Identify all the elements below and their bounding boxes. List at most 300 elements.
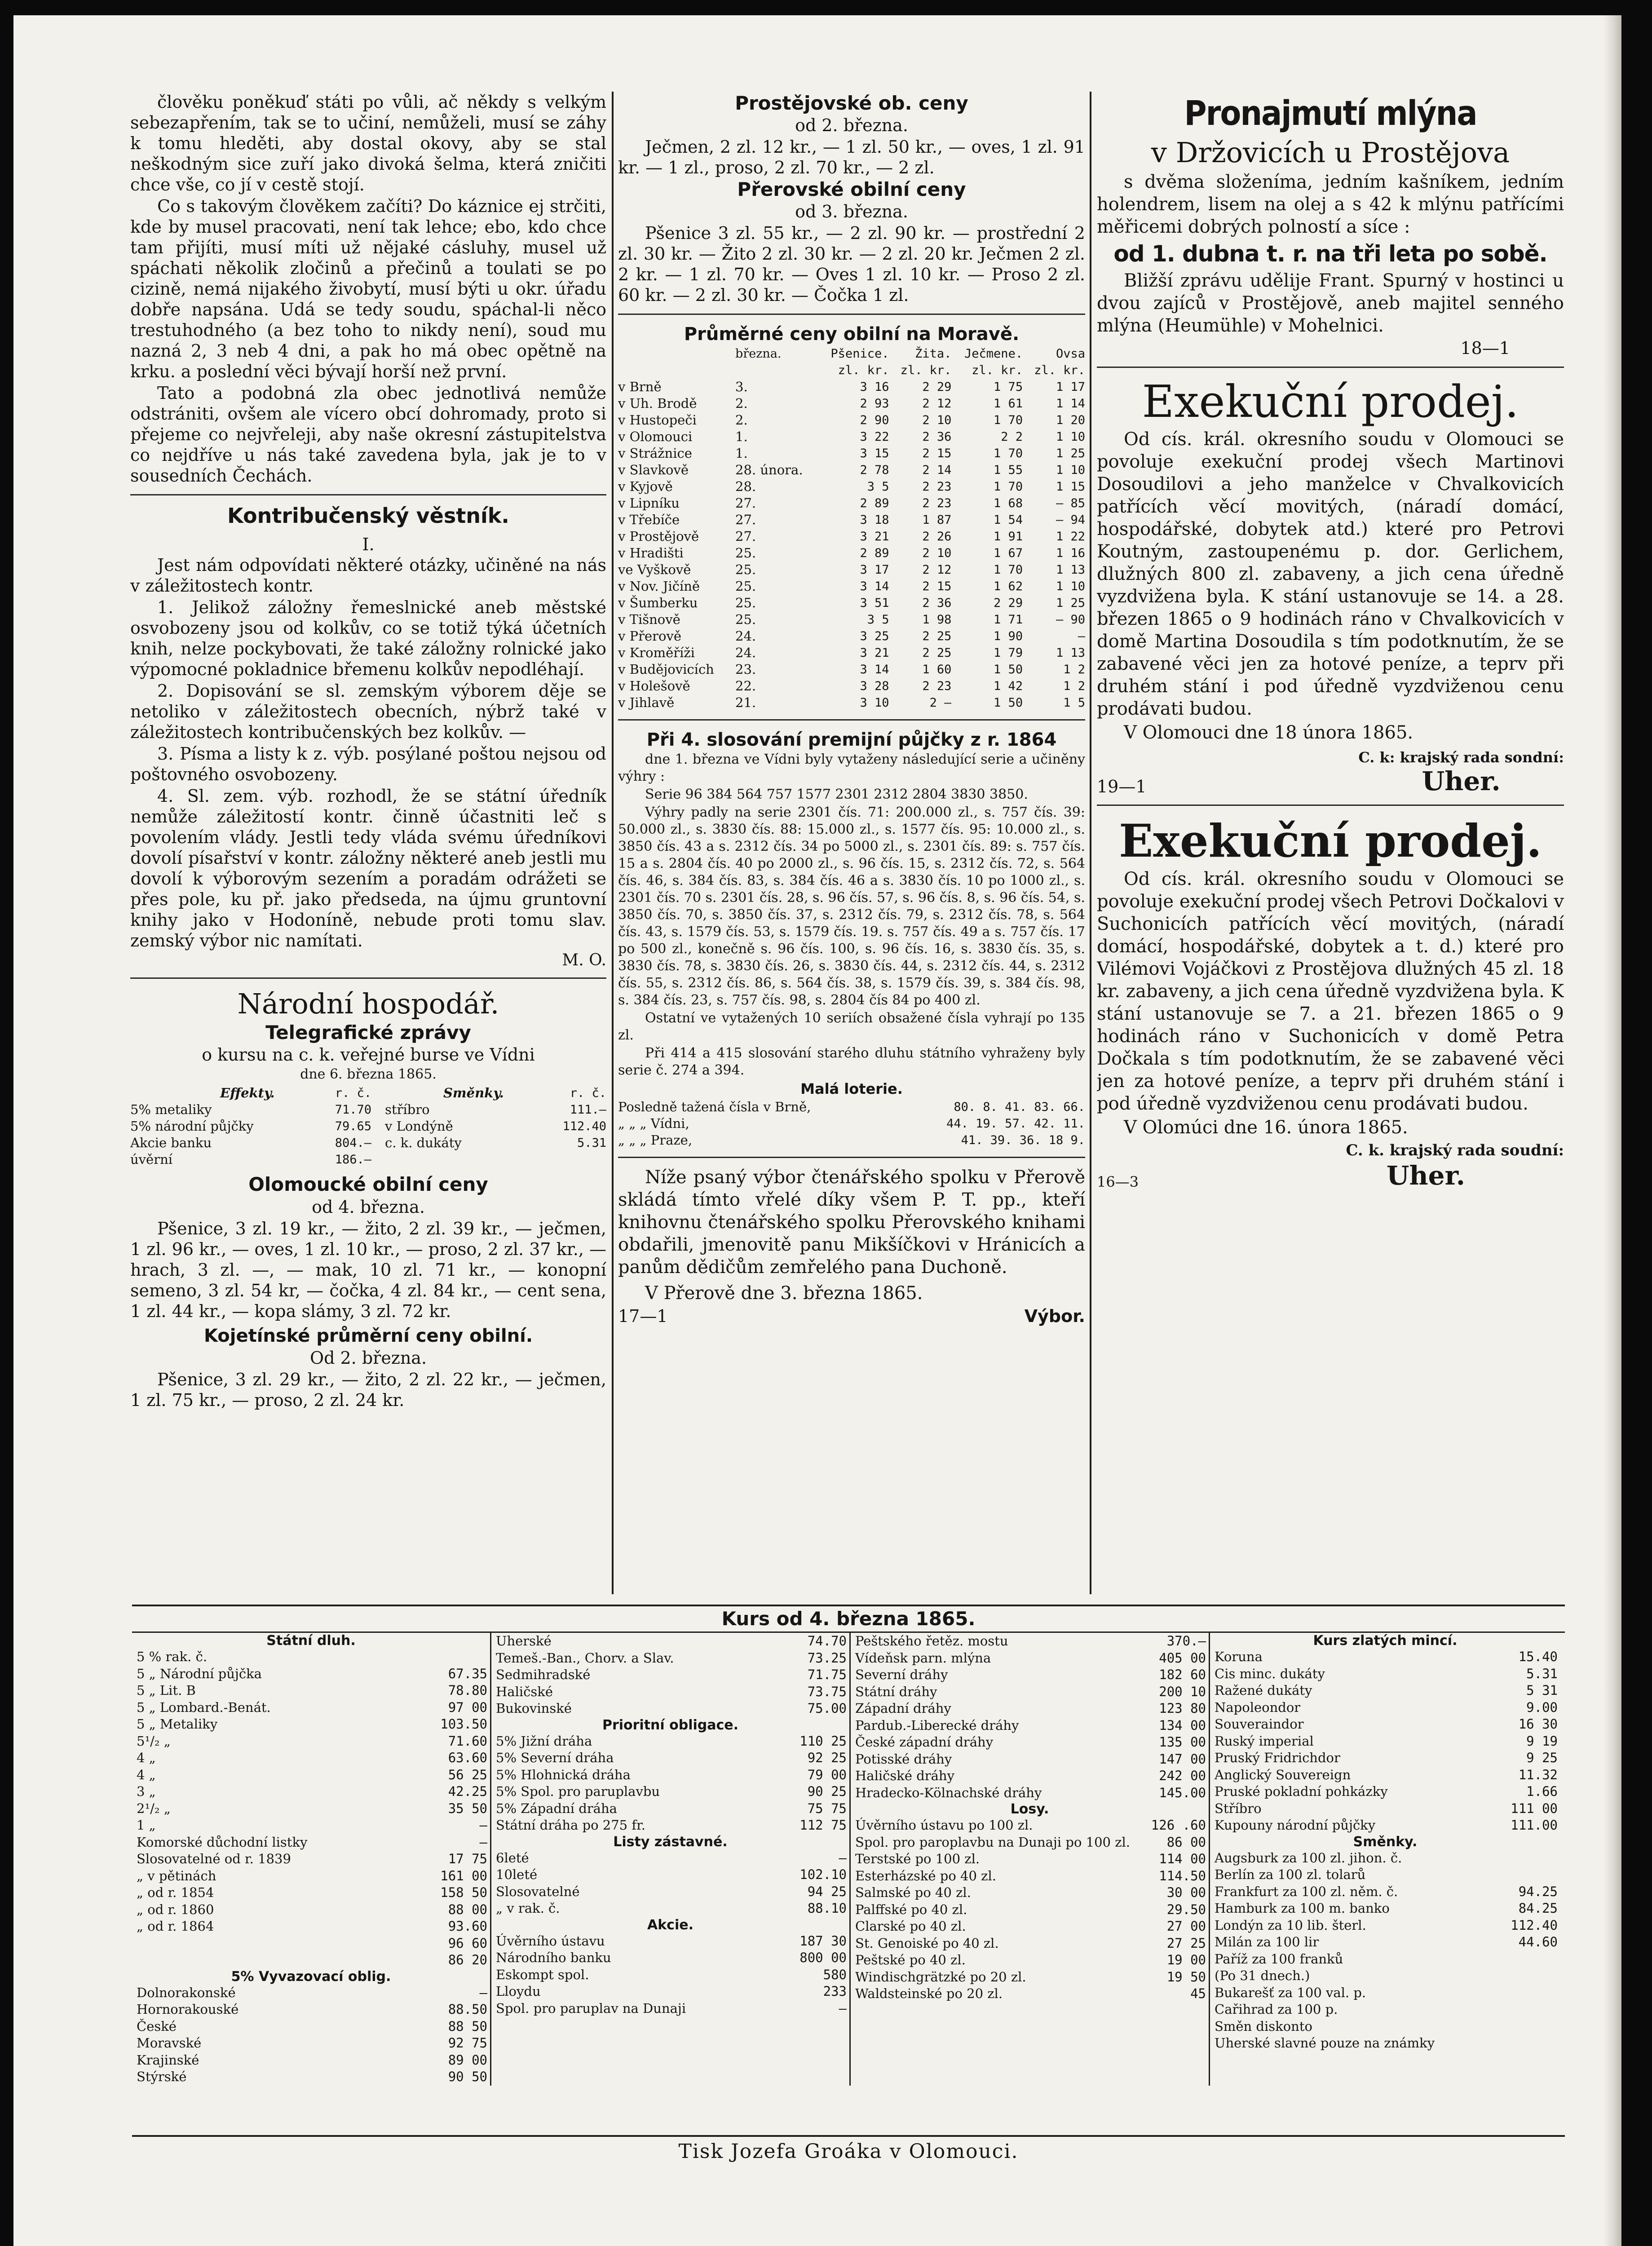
prost-title: Prostějovské ob. ceny bbox=[735, 92, 968, 114]
kurs-row bbox=[853, 1985, 1206, 2003]
kurs-item-value: 45 bbox=[1190, 1986, 1206, 2001]
prum-title: Průměrné ceny obilní na Moravě. bbox=[684, 324, 1020, 345]
kurs-item-value: 111.00 bbox=[1511, 1817, 1558, 1833]
kurs-item-name: Slosovatelné od r. 1839 bbox=[137, 1851, 291, 1866]
prum-cell: v Kroměříži bbox=[618, 645, 695, 660]
prum-cell: 1 68 bbox=[994, 496, 1023, 510]
kurs-item-value bbox=[1497, 1985, 1558, 2002]
prum-row bbox=[618, 512, 1085, 528]
prum-cell: v Šumberku bbox=[618, 595, 698, 610]
prum-row bbox=[618, 578, 1085, 595]
kurs-row bbox=[135, 1918, 487, 1935]
kurs-row bbox=[494, 1866, 847, 1883]
prum-head-cell: Pšenice. bbox=[830, 347, 889, 361]
prum-cell: 2 14 bbox=[922, 463, 952, 477]
kurs-item-name: Národního banku bbox=[496, 1950, 611, 1965]
prum-cell: 2 2 bbox=[1001, 430, 1023, 444]
kurs-item-name: České bbox=[137, 2018, 177, 2034]
prum-cell: 1 54 bbox=[994, 513, 1023, 527]
kurs-item-value: 93.60 bbox=[448, 1919, 487, 1934]
tele-h-right: Směnky. bbox=[443, 1085, 504, 1101]
prum-cell: 1 67 bbox=[994, 546, 1023, 560]
kurs-row bbox=[135, 1901, 487, 1919]
kurs-item-name: Stýrské bbox=[137, 2069, 187, 2084]
kurs-item-name: Bukovinské bbox=[496, 1701, 572, 1716]
kurs-row bbox=[135, 1800, 487, 1817]
prum-cell: 1 22 bbox=[1056, 530, 1085, 544]
kurs-row bbox=[135, 1750, 487, 1767]
kurs-row bbox=[1213, 1666, 1558, 1683]
kurs-row bbox=[853, 1901, 1206, 1919]
tele-left-value: 804.— bbox=[335, 1136, 371, 1150]
lot-numbers: 41. 39. 36. 18 9. bbox=[961, 1133, 1085, 1147]
section-rule bbox=[130, 494, 606, 495]
kurs-item-name: 5% Severní dráha bbox=[496, 1750, 614, 1765]
kurs-d2-head: Směnky. bbox=[1353, 1834, 1418, 1850]
kurs-row bbox=[1213, 1883, 1558, 1901]
prum-cell: 2. bbox=[735, 412, 748, 428]
kurs-item-name: Koruna bbox=[1215, 1649, 1263, 1664]
prum-cell: 1 90 bbox=[994, 629, 1023, 643]
kurs-item-name: 5¹/₂ „ bbox=[137, 1733, 171, 1749]
kurs-b3-head: Akcie. bbox=[647, 1917, 693, 1933]
lot-numbers: 44. 19. 57. 42. 11. bbox=[946, 1117, 1085, 1131]
kurs-item-value: 30 00 bbox=[1166, 1885, 1206, 1900]
prum-cell: 1 70 bbox=[994, 480, 1023, 494]
column-2 bbox=[618, 92, 1085, 1594]
prum-head-cell: zl. kr. bbox=[1034, 363, 1085, 377]
tele-right-value: 5.31 bbox=[577, 1136, 606, 1150]
kurs-row bbox=[135, 1834, 487, 1851]
prum-cell: v Slavkově bbox=[618, 462, 689, 477]
prum-cell: 1 50 bbox=[994, 663, 1023, 676]
prum-cell: 22. bbox=[735, 678, 756, 694]
prum-cell: 1 10 bbox=[1056, 463, 1085, 477]
prum-cell: 2 29 bbox=[922, 380, 952, 394]
section-rule bbox=[1097, 805, 1564, 806]
kurs-row bbox=[853, 1834, 1206, 1851]
lot-title: Malá loterie. bbox=[800, 1080, 903, 1097]
ad3-place: V Olomúci dne 16. února 1865. bbox=[1124, 1117, 1408, 1138]
prum-head-cell: zl. kr. bbox=[972, 363, 1023, 377]
kurs-item-value: 16 30 bbox=[1518, 1716, 1558, 1732]
prum-cell: 2 36 bbox=[922, 596, 952, 610]
kurs-item-name: Milán za 100 lir bbox=[1215, 1934, 1319, 1950]
column-3 bbox=[1097, 92, 1564, 1594]
prum-head-row bbox=[618, 345, 1085, 362]
prum-cell: 3 5 bbox=[867, 613, 889, 627]
prum-head-cell: Ovsa bbox=[1056, 347, 1085, 361]
tele-right-label: stříbro bbox=[384, 1102, 430, 1117]
intro-paragraph: Tato a podobná zla obec jednotlivá nemůže odstrániti, ovšem ale vícero obcí dohromady, proto si přejeme co nejvřeleji, aby naše okresní zástupitelstva co nejdříve u nás také zavedena byla, jak je to v sousedních Čechách. bbox=[130, 383, 606, 486]
prum-cell: 1 14 bbox=[1056, 397, 1085, 411]
tele-h-right-unit: r. č. bbox=[570, 1086, 606, 1100]
ad1-more: Bližší zprávu udělije Frant. Spurný v hostinci u dvou zajíců v Prostějově, aneb majitel senného mlýna (Heumühle) v Mohelnici. bbox=[1097, 270, 1564, 336]
ad2-signature: Uher. bbox=[1422, 766, 1501, 796]
kontrib-paragraph: Jest nám odpovídati některé otázky, učiněné na nás v záležitostech kontr. bbox=[130, 555, 606, 596]
tele-right-value: 112.40 bbox=[562, 1119, 606, 1133]
prum-cell: 1 10 bbox=[1056, 430, 1085, 444]
kurs-col-d bbox=[1210, 1633, 1560, 2086]
kurs-row bbox=[853, 1868, 1206, 1885]
prum-cell: — 85 bbox=[1056, 496, 1085, 510]
prum-head-cell: zl. kr. bbox=[838, 363, 889, 377]
prum-cell: 1 55 bbox=[994, 463, 1023, 477]
prer-text: Pšenice 3 zl. 55 kr., — 2 zl. 90 kr. — prostřední 2 zl. 30 kr. — Žito 2 zl. 30 kr. — 2 zl. 20 kr. Ječmen 2 zl. 2 kr. — 1 zl. 70 kr. — Oves 1 zl. 10 kr. — Proso 2 zl. 60 kr. — 2 zl. 30 kr. — Čočka 1 zl. bbox=[618, 223, 1085, 305]
kurs-item-value: 9 19 bbox=[1526, 1733, 1558, 1749]
kurs-row bbox=[494, 1684, 847, 1701]
kurs-item-value: 158 50 bbox=[440, 1885, 487, 1900]
thanks-no: 17—1 bbox=[618, 1306, 668, 1326]
prum-cell: v Třebíče bbox=[618, 512, 680, 527]
kurs-item-value bbox=[1497, 1951, 1558, 1968]
kurs-row bbox=[135, 1716, 487, 1733]
prum-cell: v Jihlavě bbox=[618, 695, 675, 710]
kurs-item-name: 5 % rak. č. bbox=[137, 1649, 208, 1664]
lot-table bbox=[618, 1099, 1085, 1149]
kurs-item-value: 19 50 bbox=[1166, 1969, 1206, 1985]
kurs-item-name: Uherské bbox=[496, 1633, 552, 1649]
kurs-item-value: 92 25 bbox=[807, 1750, 847, 1765]
kurs-row bbox=[853, 1650, 1206, 1667]
tele-right-label: v Londýně bbox=[384, 1119, 453, 1134]
prum-cell: 25. bbox=[735, 595, 756, 610]
tele-title: Telegrafické zprávy bbox=[265, 1021, 471, 1043]
kurs-row bbox=[135, 1649, 487, 1666]
prum-cell: 1 15 bbox=[1056, 480, 1085, 494]
kurs-item-name: Spol. pro paruplav na Dunaji bbox=[496, 2000, 686, 2016]
kurs-item-name: Anglický Souvereign bbox=[1215, 1767, 1351, 1782]
kurs-row bbox=[1213, 2035, 1558, 2052]
kurs-row bbox=[494, 1633, 847, 1650]
kurs-item-name: 5% Jižní dráha bbox=[496, 1733, 592, 1749]
prum-cell: 28. února. bbox=[735, 462, 803, 477]
kurs-item-value: 233 bbox=[823, 1984, 847, 1999]
column-1 bbox=[130, 92, 606, 1594]
kurs-item-value: 103.50 bbox=[440, 1716, 487, 1732]
kurs-item-name: Úvěrního ústavu bbox=[496, 1933, 605, 1949]
prum-cell: ve Vyškově bbox=[618, 562, 691, 577]
kurs-item-value: 126 .60 bbox=[1151, 1817, 1206, 1833]
prum-cell: 1 71 bbox=[994, 613, 1023, 627]
kontrib-paragraph: 3. Písma a listy k z. výb. posýlané poštou nejsou od poštovného osvobozeny. bbox=[130, 744, 606, 784]
kurs-item-name: Haličské bbox=[496, 1684, 553, 1699]
prum-cell: 2 12 bbox=[922, 397, 952, 411]
prum-cell: v Tišnově bbox=[618, 612, 680, 627]
kurs-row bbox=[853, 1851, 1206, 1868]
section-rule bbox=[618, 1157, 1085, 1158]
kurs-item-value: 114.50 bbox=[1159, 1868, 1206, 1883]
kurs-item-name: Palffské po 40 zl. bbox=[855, 1901, 967, 1917]
kurs-item-name: Komorské důchodní listky bbox=[137, 1834, 308, 1850]
newspaper-page bbox=[13, 15, 1621, 2246]
prum-cell: 2 15 bbox=[922, 447, 952, 460]
prum-cell: 25. bbox=[735, 562, 756, 577]
kurs-row bbox=[135, 1935, 487, 1952]
ad3-number: 16—3 bbox=[1097, 1173, 1139, 1190]
kurs-row bbox=[135, 1851, 487, 1868]
prost-text: Ječmen, 2 zl. 12 kr., — 1 zl. 50 kr., — oves, 1 zl. 91 kr. — 1 zl., proso, 2 zl. 70 kr., — 2 zl. bbox=[618, 137, 1085, 177]
kurs-item-value: 11.32 bbox=[1518, 1767, 1558, 1782]
kontrib-numeral: I. bbox=[362, 535, 375, 554]
prum-cell: 1 16 bbox=[1056, 546, 1085, 560]
prum-cell: 3 14 bbox=[860, 663, 889, 676]
kurs-item-value: 9.00 bbox=[1526, 1699, 1558, 1715]
kurs-row bbox=[135, 2069, 487, 2086]
prum-cell: — 94 bbox=[1056, 513, 1085, 527]
section-rule bbox=[130, 977, 606, 979]
prum-row bbox=[618, 462, 1085, 478]
prum-head-cell bbox=[618, 362, 735, 379]
kurs-item-value: 42.25 bbox=[448, 1784, 487, 1799]
kurs-item-name: Lloydu bbox=[496, 1984, 541, 1999]
kurs-item-name: Hornorakouské bbox=[137, 2002, 239, 2017]
kurs-row bbox=[853, 1751, 1206, 1768]
ad3-court: C. k. krajský rada soudní: bbox=[1346, 1141, 1564, 1159]
kurs-item-value: 88 00 bbox=[448, 1901, 487, 1917]
kurs-item-name: Windischgrätzké po 20 zl. bbox=[855, 1969, 1026, 1985]
kurs-item-name: Hamburk za 100 m. banko bbox=[1215, 1901, 1390, 1916]
kurs-item-value: — bbox=[479, 1817, 487, 1833]
prum-row bbox=[618, 429, 1085, 445]
kurs-col-a bbox=[132, 1633, 491, 2086]
kurs-item-value: 1.66 bbox=[1526, 1784, 1558, 1799]
kurs-item-name: Pardub.-Liberecké dráhy bbox=[855, 1717, 1019, 1733]
prum-cell: 25. bbox=[735, 612, 756, 627]
kurs-item-value: 147 00 bbox=[1159, 1751, 1206, 1767]
section-rule bbox=[1097, 367, 1564, 368]
kurs-item-value: 88.10 bbox=[807, 1901, 847, 1916]
prum-cell: 3 15 bbox=[860, 447, 889, 460]
tele-h-left-unit: r. č. bbox=[335, 1086, 371, 1100]
kurs-row bbox=[135, 2035, 487, 2052]
kurs-item-name: Clarské po 40 zl. bbox=[855, 1919, 966, 1934]
tele-right-value: 111.— bbox=[570, 1103, 606, 1117]
prum-cell: 1 42 bbox=[994, 679, 1023, 693]
tele-left-label: 5% metaliky bbox=[130, 1102, 212, 1117]
kurs-item-name: Terstské po 100 zl. bbox=[855, 1851, 980, 1866]
kurs-row bbox=[494, 2000, 847, 2017]
kurs-a-head: Státní dluh. bbox=[266, 1633, 356, 1649]
kurs-item-value: 15.40 bbox=[1518, 1649, 1558, 1664]
prum-cell: 25. bbox=[735, 545, 756, 561]
ad3-title: Exekuční prodej. bbox=[1119, 814, 1542, 867]
kurs-row bbox=[853, 1700, 1206, 1717]
kurs-item-name: Vídeňsk parn. mlýna bbox=[855, 1650, 991, 1666]
prum-cell: 24. bbox=[735, 645, 756, 660]
prum-row bbox=[618, 495, 1085, 512]
prum-cell: 3 17 bbox=[860, 563, 889, 577]
kurs-row bbox=[494, 1750, 847, 1767]
kurs-row bbox=[1213, 1800, 1558, 1817]
kurs-col-b bbox=[491, 1633, 851, 2086]
kurs-row bbox=[494, 1900, 847, 1917]
prum-cell: v Holešově bbox=[618, 678, 690, 694]
prum-cell: 3 21 bbox=[860, 646, 889, 660]
column-rule-1 bbox=[612, 92, 614, 1594]
kurs-row bbox=[494, 1883, 847, 1901]
lot-label: „ „ „ Vídni, bbox=[618, 1116, 689, 1131]
kurs-row bbox=[135, 1884, 487, 1901]
kurs-item-name: Berlín za 100 zl. tolarů bbox=[1215, 1867, 1366, 1882]
lot-row bbox=[618, 1132, 1085, 1149]
kurs-item-name: Kupouny národní půjčky bbox=[1215, 1817, 1376, 1833]
tele-row bbox=[130, 1101, 606, 1118]
prum-cell: 3 25 bbox=[860, 629, 889, 643]
kurs-item-value: 86 00 bbox=[1166, 1834, 1206, 1850]
loan-paragraph: Při 414 a 415 slosování starého dluhu státního vyhraženy byly serie č. 274 a 394. bbox=[618, 1045, 1085, 1078]
tele-right-label bbox=[371, 1151, 548, 1168]
kurs-row bbox=[1213, 1985, 1558, 2002]
prum-cell: 1 25 bbox=[1056, 596, 1085, 610]
prum-row bbox=[618, 628, 1085, 645]
kurs-item-name: Potisské dráhy bbox=[855, 1751, 952, 1767]
kurs-row bbox=[1213, 1649, 1558, 1666]
prum-cell: 1 10 bbox=[1056, 579, 1085, 593]
kurs-row bbox=[135, 1682, 487, 1699]
section-rule bbox=[618, 719, 1085, 721]
kurs-row bbox=[494, 1817, 847, 1834]
lot-row bbox=[618, 1099, 1085, 1115]
kurs-item-value: 123 80 bbox=[1159, 1701, 1206, 1716]
prum-cell: 2 10 bbox=[922, 413, 952, 427]
kurs-item-value: 145.00 bbox=[1159, 1785, 1206, 1800]
kurs-item-value: 75.00 bbox=[807, 1701, 847, 1716]
prum-cell: 28. bbox=[735, 479, 756, 494]
kurs-item-value: 88 50 bbox=[448, 2018, 487, 2034]
kurs-item-value bbox=[1497, 2035, 1558, 2052]
prum-cell: v Nov. Jičíně bbox=[618, 579, 700, 594]
koj-text: Pšenice, 3 zl. 29 kr., — žito, 2 zl. 22 kr., — ječmen, 1 zl. 75 kr., — proso, 2 zl. 24 kr. bbox=[130, 1370, 606, 1410]
prum-cell: 3 28 bbox=[860, 679, 889, 693]
kurs-item-name: 4 „ bbox=[137, 1750, 156, 1765]
prum-head-cell: Žita. bbox=[915, 347, 952, 361]
tele-row bbox=[130, 1118, 606, 1135]
kurs-item-name: Esterházské po 40 zl. bbox=[855, 1868, 996, 1883]
kurs-item-value: 580 bbox=[823, 1967, 847, 1982]
kontrib-title: Kontribučenský věstník. bbox=[227, 504, 509, 528]
kurs-item-name: 5 „ Metaliky bbox=[137, 1716, 218, 1732]
kurs-item-name: Paříž za 100 franků bbox=[1215, 1951, 1343, 1967]
kurs-item-name: Hradecko-Kölnachské dráhy bbox=[855, 1785, 1042, 1800]
kurs-row bbox=[1213, 1967, 1558, 1985]
kurs-item-value: — bbox=[839, 1850, 847, 1866]
kurs-row bbox=[1213, 1951, 1558, 1968]
kurs-item-name bbox=[135, 1935, 412, 1952]
kurs-item-name: Ražené dukáty bbox=[1215, 1683, 1312, 1698]
prum-head-cell: zl. kr. bbox=[900, 363, 952, 377]
prum-cell: v Hustopeči bbox=[618, 412, 697, 428]
kurs-item-value: 56 25 bbox=[448, 1767, 487, 1782]
kurs-row bbox=[135, 1733, 487, 1750]
page-fold-shadow bbox=[1603, 15, 1621, 2246]
kontrib-paragraph: 2. Dopisování se sl. zemským výborem děje se netoliko v záležitostech obecních, nýbrž také v záležitostech kontribučenských bez kolkův. — bbox=[130, 681, 606, 742]
tele-right-value bbox=[548, 1151, 606, 1168]
kurs-item-value: 187 30 bbox=[799, 1933, 847, 1949]
kurs-row bbox=[1213, 1767, 1558, 1784]
kurs-item-name bbox=[135, 1952, 412, 1969]
kurs-row bbox=[1213, 1900, 1558, 1917]
prum-cell: v Prostějově bbox=[618, 529, 699, 544]
prum-cell: v Uh. Brodě bbox=[618, 396, 697, 411]
kurs-item-value: 5.31 bbox=[1526, 1666, 1558, 1681]
prum-cell: 3 14 bbox=[860, 579, 889, 593]
prum-cell: 2 15 bbox=[922, 579, 952, 593]
prum-row bbox=[618, 595, 1085, 611]
kurs-item-name: Ruský imperial bbox=[1215, 1733, 1314, 1749]
prum-cell: 3 21 bbox=[860, 530, 889, 544]
kurs-item-name: Úvěrního ústavu po 100 zl. bbox=[855, 1817, 1033, 1833]
prum-cell: v Budějovicích bbox=[618, 662, 714, 677]
kurs-row bbox=[135, 2001, 487, 2018]
kurs-row bbox=[135, 2052, 487, 2069]
kurs-item-name: Směn diskonto bbox=[1215, 2018, 1312, 2034]
kurs-item-value: 90 50 bbox=[448, 2069, 487, 2084]
kurs-item-name: 3 „ bbox=[137, 1784, 156, 1799]
kurs-item-value bbox=[1497, 1967, 1558, 1985]
kurs-row bbox=[853, 1884, 1206, 1901]
thanks-text: Níže psaný výbor čtenářského spolku v Přerově skládá tímto vřelé díky všem P. T. pp., kteří knihovnu čtenářského spolku Přerovského knihami obdařili, jmenovitě panu Mikšíčkovi v Hránicích a panům dědičům zemřelého pana Duchoně. bbox=[618, 1167, 1085, 1278]
kurs-item-value: 73.25 bbox=[807, 1650, 847, 1666]
kurs-item-value bbox=[1497, 1850, 1558, 1867]
kurs-item-value: 44.60 bbox=[1518, 1934, 1558, 1950]
loan-paragraph: dne 1. března ve Vídni byly vytaženy následující serie a učiněny výhry : bbox=[618, 752, 1085, 784]
kurs-item-value: 74.70 bbox=[807, 1633, 847, 1649]
kurs-item-value: 86 20 bbox=[448, 1952, 487, 1967]
kurs-item-name: Uherské slavné pouze na známky bbox=[1215, 2035, 1435, 2051]
kurs-item-value: 200 10 bbox=[1159, 1684, 1206, 1699]
loan-text bbox=[618, 751, 1085, 1079]
prum-cell: 1 60 bbox=[922, 663, 952, 676]
kurs-item-name: „ v rak. č. bbox=[496, 1901, 560, 1916]
prum-row bbox=[618, 528, 1085, 545]
prum-cell: 1 91 bbox=[994, 530, 1023, 544]
kurs-item-name: 10leté bbox=[496, 1867, 538, 1882]
kurs-row bbox=[494, 1983, 847, 2000]
kurs-item-name: „ od r. 1860 bbox=[137, 1901, 214, 1917]
kurs-item-value: 67.35 bbox=[448, 1666, 487, 1681]
prum-cell: 2 25 bbox=[922, 629, 952, 643]
kurs-item-name: Londýn za 10 lib. šterl. bbox=[1215, 1917, 1366, 1933]
kurs-item-name: Pruské pokladní pohkázky bbox=[1215, 1784, 1388, 1799]
kurs-row bbox=[494, 1767, 847, 1784]
kurs-row bbox=[853, 1935, 1206, 1952]
prer-date: od 3. března. bbox=[795, 202, 908, 221]
kurs-item-name: Západní dráhy bbox=[855, 1701, 951, 1716]
kurs-b2-head: Listy zástavné. bbox=[613, 1834, 728, 1850]
prum-cell: 3 16 bbox=[860, 380, 889, 394]
kurs-row bbox=[853, 1785, 1206, 1802]
kurs-item-name: 2¹/₂ „ bbox=[137, 1800, 171, 1816]
tele-table bbox=[130, 1085, 606, 1168]
koj-date: Od 2. března. bbox=[309, 1348, 427, 1368]
ad2-place: V Olomouci dne 18 února 1865. bbox=[1124, 722, 1413, 743]
narodni-title: Národní hospodář. bbox=[237, 987, 499, 1020]
kurs-item-value: 27 25 bbox=[1166, 1935, 1206, 1951]
ad3-text: Od cís. král. okresního soudu v Olomouci se povoluje exekuční prodej všech Petrovi Dočkalovi v Suchonicích patřících věcí movitých, (náradí domácí, hospodářské, dobytek a t. d.) které pro Vilémovi Vojáčkovi z Prostějova dlužných 45 zl. 18 kr. zabaveny, a jich cena úředně vyzdvižena byla. K stání ustanovuje se 7. a 21. březen 1865 o 9 hodinách ráno v Suchonicích v domě Petra Dočkala s tím podotknutím, že se zabavené věci jen za hotové peníze, a teprv při druhém stání i pod úředně vyzdviženou cenu prodávati budou. bbox=[1097, 869, 1564, 1114]
ad1-bold: od 1. dubna t. r. na tři leta po sobě. bbox=[1113, 241, 1547, 267]
kurs-item-name: 6leté bbox=[496, 1850, 529, 1866]
tele-row bbox=[130, 1135, 606, 1151]
kurs-item-value: 94 25 bbox=[807, 1883, 847, 1899]
prum-row bbox=[618, 694, 1085, 711]
prum-head-cell bbox=[735, 362, 818, 379]
prum-cell: 24. bbox=[735, 628, 756, 644]
kurs-row bbox=[1213, 2018, 1558, 2035]
tele-sub: o kursu na c. k. veřejné burse ve Vídni bbox=[202, 1045, 535, 1065]
kurs-item-value: 111 00 bbox=[1511, 1800, 1558, 1816]
kurs-item-value: 112.40 bbox=[1511, 1917, 1558, 1933]
